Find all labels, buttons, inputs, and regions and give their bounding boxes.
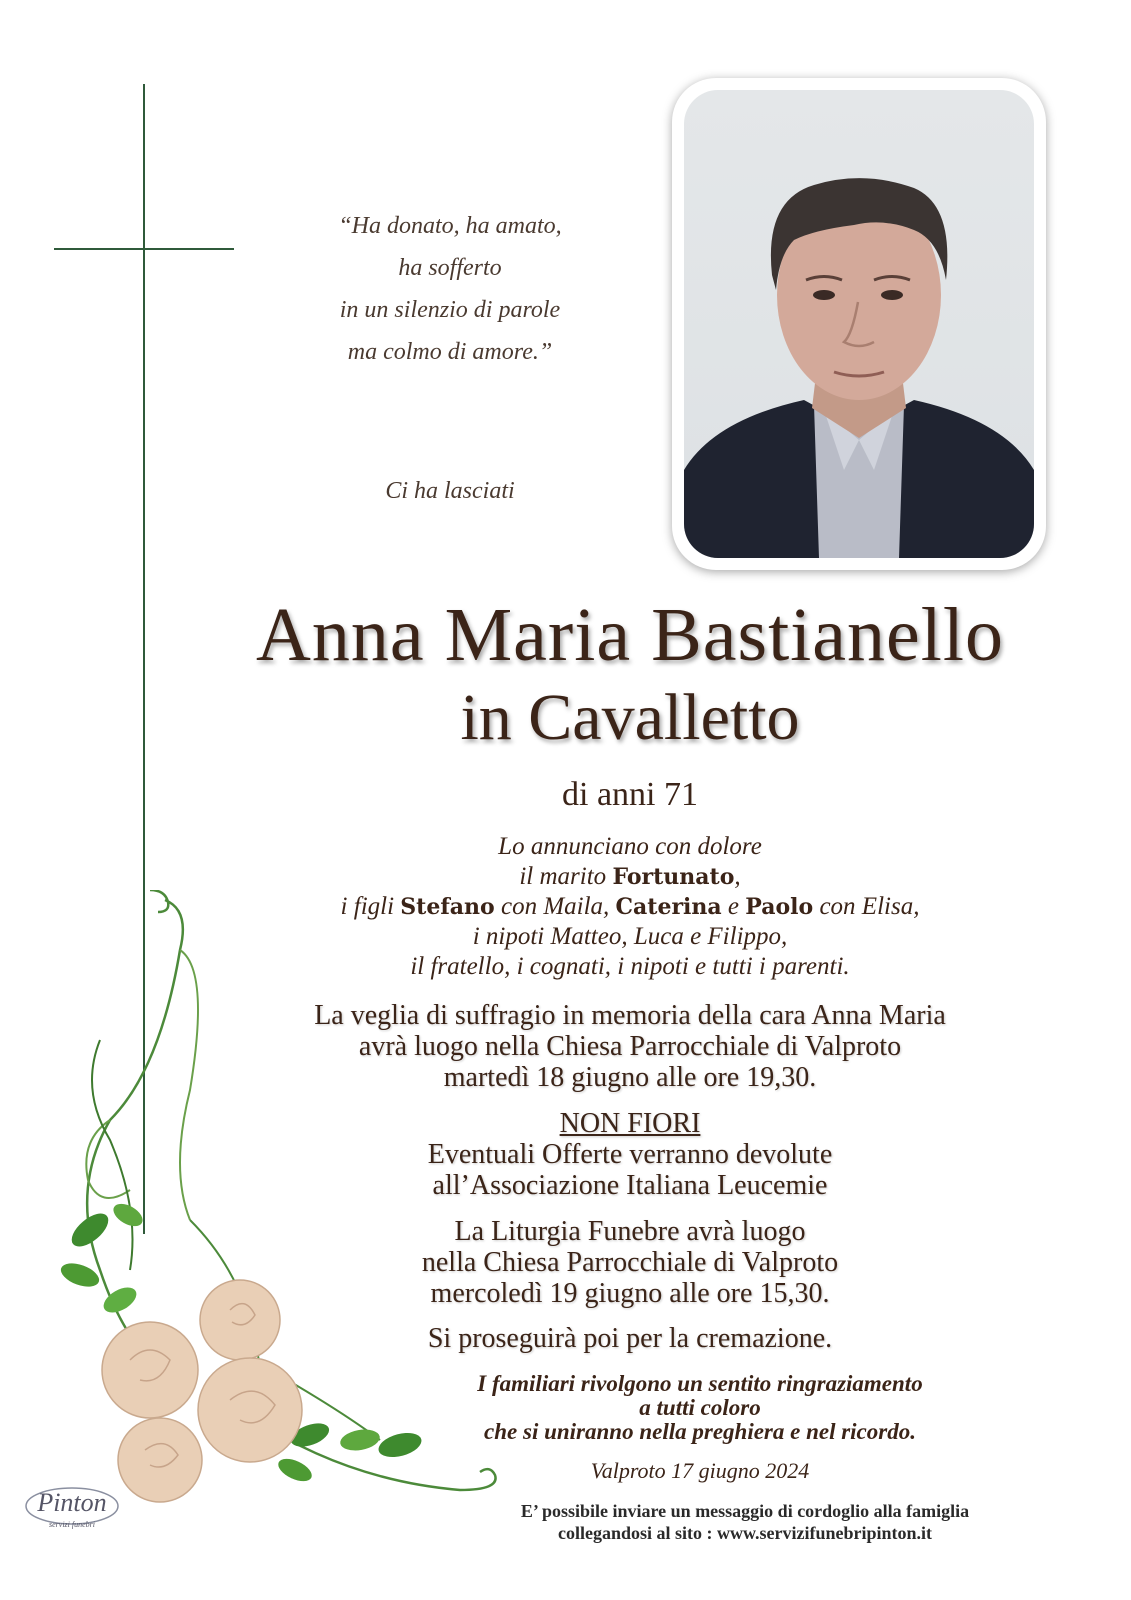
thanks-line: I familiari rivolgono un sentito ringraziamento	[477, 1371, 923, 1396]
thanks-line: che si uniranno nella preghiera e nel ricordo.	[484, 1419, 916, 1444]
quote-line: ha sofferto	[398, 255, 502, 281]
deceased-married-name: in Cavalletto	[460, 681, 800, 754]
quote-line: in un silenzio di parole	[339, 297, 561, 323]
announcement-line: il marito Fortunato,	[519, 863, 741, 890]
announcement-line: i figli Stefano con Maila, Caterina e Paolo con Elisa,	[340, 893, 920, 920]
quote-line: “Ha donato, ha amato,	[338, 213, 562, 239]
liturgy-line: mercoledì 19 giugno alle ore 15,30.	[430, 1278, 830, 1309]
place-and-date: Valproto 17 giugno 2024	[590, 1458, 810, 1483]
vigil-line: martedì 18 giugno alle ore 19,30.	[443, 1062, 817, 1093]
liturgy-line: La Liturgia Funebre avrà luogo	[454, 1216, 806, 1247]
announcement-line: i nipoti Matteo, Luca e Filippo,	[472, 923, 788, 950]
donation-line: all’Associazione Italiana Leucemie	[432, 1170, 828, 1201]
husband-name: Fortunato	[612, 864, 735, 890]
pinton-logo	[22, 1480, 122, 1538]
logo-name: Pinton	[37, 1488, 107, 1517]
deceased-name: Anna Maria Bastianello	[255, 593, 1004, 677]
donation-line: Eventuali Offerte verranno devolute	[427, 1139, 833, 1170]
announcement-line: Lo annunciano con dolore	[498, 833, 762, 860]
passed-away-note: Ci ha lasciati	[385, 478, 515, 504]
vigil-line: La veglia di suffragio in memoria della cara Anna Maria	[314, 1000, 946, 1031]
logo-subtitle: servizi funebri	[49, 1520, 95, 1529]
portrait-photo	[684, 90, 1034, 558]
cross-horizontal-bar	[54, 248, 234, 250]
deceased-age: di anni 71	[562, 776, 698, 813]
no-flowers-title: NON FIORI	[559, 1108, 701, 1139]
thanks-line: a tutti coloro	[639, 1395, 761, 1420]
footer-line: E’ possibile inviare un messaggio di cordoglio alla famiglia	[520, 1501, 970, 1521]
quote-line: ma colmo di amore.”	[347, 339, 553, 365]
rose-decoration	[40, 890, 510, 1540]
vigil-line: avrà luogo nella Chiesa Parrocchiale di Valproto	[358, 1031, 902, 1062]
memorial-quote	[300, 205, 600, 373]
announcement-line: il fratello, i cognati, i nipoti e tutti i parenti.	[410, 953, 850, 980]
liturgy-line: nella Chiesa Parrocchiale di Valproto	[421, 1247, 839, 1278]
child-name: Caterina	[615, 894, 722, 920]
portrait-illustration	[684, 90, 1034, 558]
cremation-line: Si proseguirà poi per la cremazione.	[427, 1323, 833, 1354]
child-name: Stefano	[400, 894, 495, 920]
footer-website-line: collegandosi al sito : www.servizifunebripinton.it	[557, 1523, 932, 1543]
child-name: Paolo	[745, 894, 814, 920]
